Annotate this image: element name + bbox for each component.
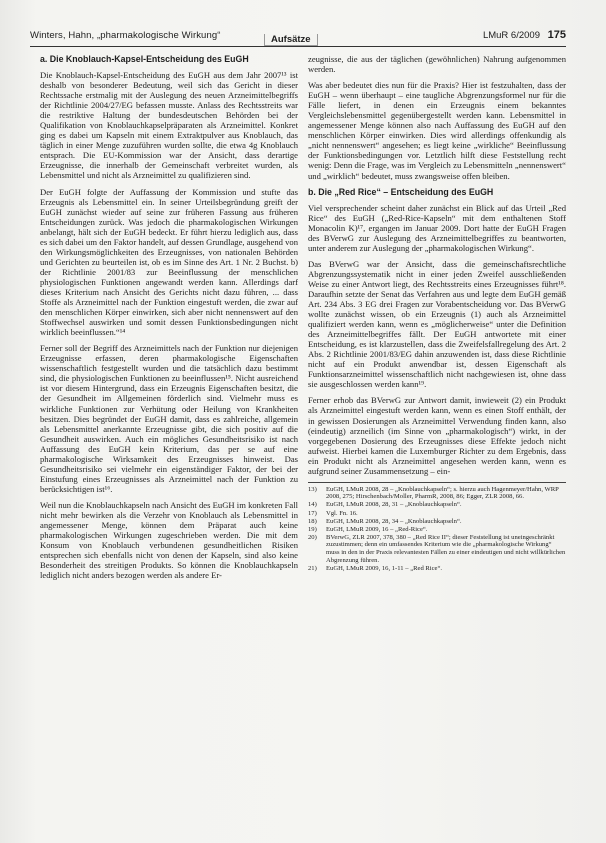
- footnote-number: 21): [308, 564, 317, 572]
- body-paragraph: Viel versprechender scheint daher zunächst ein Blick auf das Urteil „Red Rice“ des EuGH („Red-Rice-Kapseln“ mit dem enthaltenen Stoff Monacolin K)¹⁷, ergangen im Januar 2009. Dort hatte der EuGH Fragen des BVerwG zur Auslegung des Arzneimittelbegriffes zu beantworten, unter anderem zur Auslegung der „pharmakologischen Wirkung“.: [308, 202, 566, 253]
- footnote: [308, 534, 566, 564]
- footnote-text: EuGH, LMuR 2008, 28 – „Knoblauchkapseln“; s. hierzu auch Hagenmeyer/Hahn, WRP 2008, 275; Hirschenbach/Moller, PharmR, 2008, 86; Egger, ZLR 2008, 66.: [326, 485, 559, 501]
- footnote-number: 14): [308, 501, 317, 509]
- body-paragraph: Die Knoblauch-Kapsel-Entscheidung des EuGH aus dem Jahr 2007¹³ ist deshalb von besonderer Bedeutung, weil sich das Gericht in dieser Rechtssache erstmalig mit der Auslegung des neuen Arzneimittelbegriffs der Richtlinie 2004/27/EG befassen musste. Anlass des Rechtsstreits war die restriktive Haltung der bundesdeutschen Behörden bei der Qualifikation von Knoblauchkapselpräparaten als Arzneimittel. Konkret ging es dabei um Kapseln mit einem Extraktpulver aus Knoblauch, das täglich in einer Menge zuzuführen wurden sollte, die etwa 4g Knoblauch entsprach. Die EU-Kommission war der Ansicht, dass derartige Erzeugnisse, die innerhalb der Gemeinschaft verbreitet wurden, als Lebensmittel und nicht als Arzneimittel zu qualifizieren sind.: [40, 70, 298, 181]
- body-paragraph: Ferner erhob das BVerwG zur Antwort damit, inwieweit (2) ein Produkt als Arzneimittel eingestuft werden kann, wenn es einen Stoff enthält, der in gewissen Dosierungen als Arzneimittel Verwendung finden kann, also (eindeutig) arzneilich (im Sinne von „pharmakologisch“) wirkt, in der vorgegebenen Dosierung des Erzeugnisses diese Effekte jedoch nicht aufweist. Hierbei kamen die Luxemburger Richter zu dem Ergebnis, dass ein Produkt nicht als Arzneimittel angesehen werden kann, wenn es aufgrund seiner Zusammensetzung – ein-: [308, 395, 566, 476]
- footnote: [308, 486, 566, 501]
- footnote-text: EuGH, LMuR 2009, 16 – „Red-Rice“.: [326, 525, 428, 533]
- running-header: [30, 30, 566, 47]
- footnote-text: EuGH, LMuR 2008, 28, 31 – „Knoblauchkapseln“.: [326, 501, 462, 509]
- footnote-number: 17): [308, 509, 317, 517]
- footnote-text: BVerwG, ZLR 2007, 378, 380 – „Red Rice II“; dieser Feststellung ist uneingeschränkt zuzustimmen; denn ein umfassendes Kriterium wie die „pharmakologische Wirkung“ muss in den in der Praxis relevantesten Fällen zu einer eindeutigen und nicht willkürlichen Abgrenzung führen.: [326, 533, 566, 564]
- footnote: [308, 510, 566, 518]
- journal-issue: LMuR 6/2009: [482, 30, 540, 41]
- left-column: [40, 54, 298, 586]
- running-head-authors: Winters, Hahn, „pharmakologische Wirkung“: [30, 30, 221, 41]
- footnote-number: 20): [308, 533, 317, 541]
- right-column: [308, 54, 566, 573]
- footnote-number: 18): [308, 517, 317, 525]
- footnote-text: EuGH, LMuR 2009, 16, 1-11 – „Red Rice“.: [326, 564, 443, 572]
- footnote-text: EuGH, LMuR 2008, 28, 34 – „Knoblauchkapseln“.: [326, 517, 462, 525]
- footnote: [308, 565, 566, 573]
- footnote-number: 13): [308, 485, 317, 493]
- body-paragraph: zeugnisse, die aus der täglichen (gewöhnlichen) Nahrung aufgenommen werden.: [308, 54, 566, 75]
- footnote-text: Vgl. Fn. 16.: [326, 509, 358, 517]
- body-paragraph: Das BVerwG war der Ansicht, dass die gemeinschaftsrechtliche Abgrenzungssystematik nicht in einer jeden Zweifel ausschließenden Weise zu einer Antwort liegt, des Rechtsstreits eines Erzeugnisses führt¹⁸. Daraufhin setzte der Senat das Verfahren aus und legte dem EuGH gemäß Art. 234 Abs. 3 EG drei Fragen zur Vorabentscheidung vor. Das BVerwG wollte zunächst wissen, ob ein Erzeugnis (1) auch als Arzneimittel qualifiziert werden kann, wenn es „möglicherweise“ unter die Definition des Arzneimittelbegriffes fällt. Der EuGH antwortete mit einer Entscheidung, es ist klarzustellen, dass die Zweifelsfallregelung des Art. 2 Abs. 2 Richtlinie 2001/83/EG dahin anzuwenden ist, dass diese Richtlinie nicht auf ein Produkt anwendbar ist, dessen Eigenschaft als Funktionsarzneimittel wissenschaftlich nicht nachgewiesen ist, ohne dass sie ausgeschlossen werden kann¹⁹.: [308, 258, 566, 390]
- footnotes: [308, 482, 566, 573]
- body-paragraph: Weil nun die Knoblauchkapseln nach Ansicht des EuGH im konkreten Fall nicht mehr bewirken als die Verzehr von Knoblauch als Lebensmittel in angemessener Menge, können dem Präparat auch keine pharmakologischen Wirkungen zugeschrieben werden. Die mit dem Konsum von Knoblauch verbundenen gesundheitlichen Risiken entsprechen sich ebenfalls nicht von denen der Kapseln, sind also keine Besonderheit des streitigen Produkts. So können die Knoblauchkapseln lediglich nicht anders bezogen werden als andere Er-: [40, 499, 298, 581]
- body-paragraph: Was aber bedeutet dies nun für die Praxis? Hier ist festzuhalten, dass der EuGH – wenn überhaupt – eine taugliche Abgrenzungsformel nur für die Fälle liefert, in denen ein Erzeugnis einem bekanntes Vergleichslebensmittel gegenübergestellt werden kann. Lebensmittel in angemessener Menge können also nach Auffassung des EuGH auf den menschlichen Körper einwirken. Dies wird allerdings offenkundig als „nicht nennenswert“ angesehen; es liegt keine „wirkliche“ Beeinflussung der Funktionsbedingungen vor. Letztlich hilft diese Feststellung recht wenig: Denn die Frage, was im Vergleich zu Lebensmitteln „nennenswert“ und „wirklich“ bedeutet, muss zwangsweise offen bleiben.: [308, 80, 566, 181]
- body-paragraph: Der EuGH folgte der Auffassung der Kommission und stufte das Erzeugnis als Lebensmittel ein. In seiner Urteilsbegründung greift der EuGH zunächst wieder auf seine zur früheren Fassung aus früheren Entscheidungen zurück. Was jedoch die pharmakologischen Wirkungen anbelangt, hält sich der EuGH bedeckt. Er führt hierzu lediglich aus, dass es sich dabei um den Faktor handelt, auf dessen Grundlage, ausgehend von den Wirkungsmöglichkeiten des Erzeugnisses, von nationalen Behörden und Gerichten zu beurteilen ist, ob es im Sinne des Art. 1 Nr. 2 Buchst. b) der Richtlinie 2001/83 zur Beeinflussung der menschlichen physiologischen Funktionen angewandt werden kann. Allerdings darf dieses Kriterium nach Ansicht des Gerichts nicht dazu führen, ... dass Stoffe als Arzneimittel nach der Funktion eingestuft werden, die zwar auf den menschlichen Körper einwirken, sich aber nicht nennenswert auf den Stoffwechsel auswirken und somit dessen Funktionsbedingungen nicht wirklich beeinflussen.“¹⁴: [40, 186, 298, 338]
- footnote: [308, 518, 566, 526]
- section-heading-b: b. Die „Red Rice“ – Entscheidung des EuGH: [308, 186, 494, 197]
- body-paragraph: Ferner soll der Begriff des Arzneimittels nach der Funktion nur diejenigen Erzeugnisse erfassen, deren pharmakologische Eigenschaften wissenschaftlich festgestellt wurden und die tatsächlich dazu bestimmt sind, die physiologischen Funktionen zu beeinflussen¹⁵. Nicht ausreichend ist vor diesem Hintergrund, dass ein Erzeugnis Eigenschaften besitzt, die der Gesundheit im Allgemeinen förderlich sind. Vielmehr muss es wirkliche Funktionen zur Verhütung oder Heilung von Krankheiten besitzen. Dies begründet der EuGH damit, dass es zahlreiche, allgemein als Lebensmittel anerkannte Erzeugnisse gibt, die sich positiv auf die Gesundheit auswirken. Auch ein mögliches Gesundheitsrisiko ist nach Auffassung des EuGH kein Kriterium, das per se auf eine pharmakologische Wirksamkeit des Erzeugnisses hinweist. Das Gesundheitsrisiko sei vielmehr ein eigenständiger Faktor, der bei der Einstufung eines Erzeugnisses als Arzneimittel nach der Funktion zu berücksichtigen ist¹⁶.: [40, 343, 298, 494]
- section-heading-a: a. Die Knoblauch-Kapsel-Entscheidung des EuGH: [40, 54, 249, 64]
- section-label: Aufsätze: [264, 34, 318, 46]
- footnote-number: 19): [308, 525, 317, 533]
- page-number: 175: [547, 29, 566, 41]
- footnote: [308, 526, 566, 534]
- footnote: [308, 501, 566, 509]
